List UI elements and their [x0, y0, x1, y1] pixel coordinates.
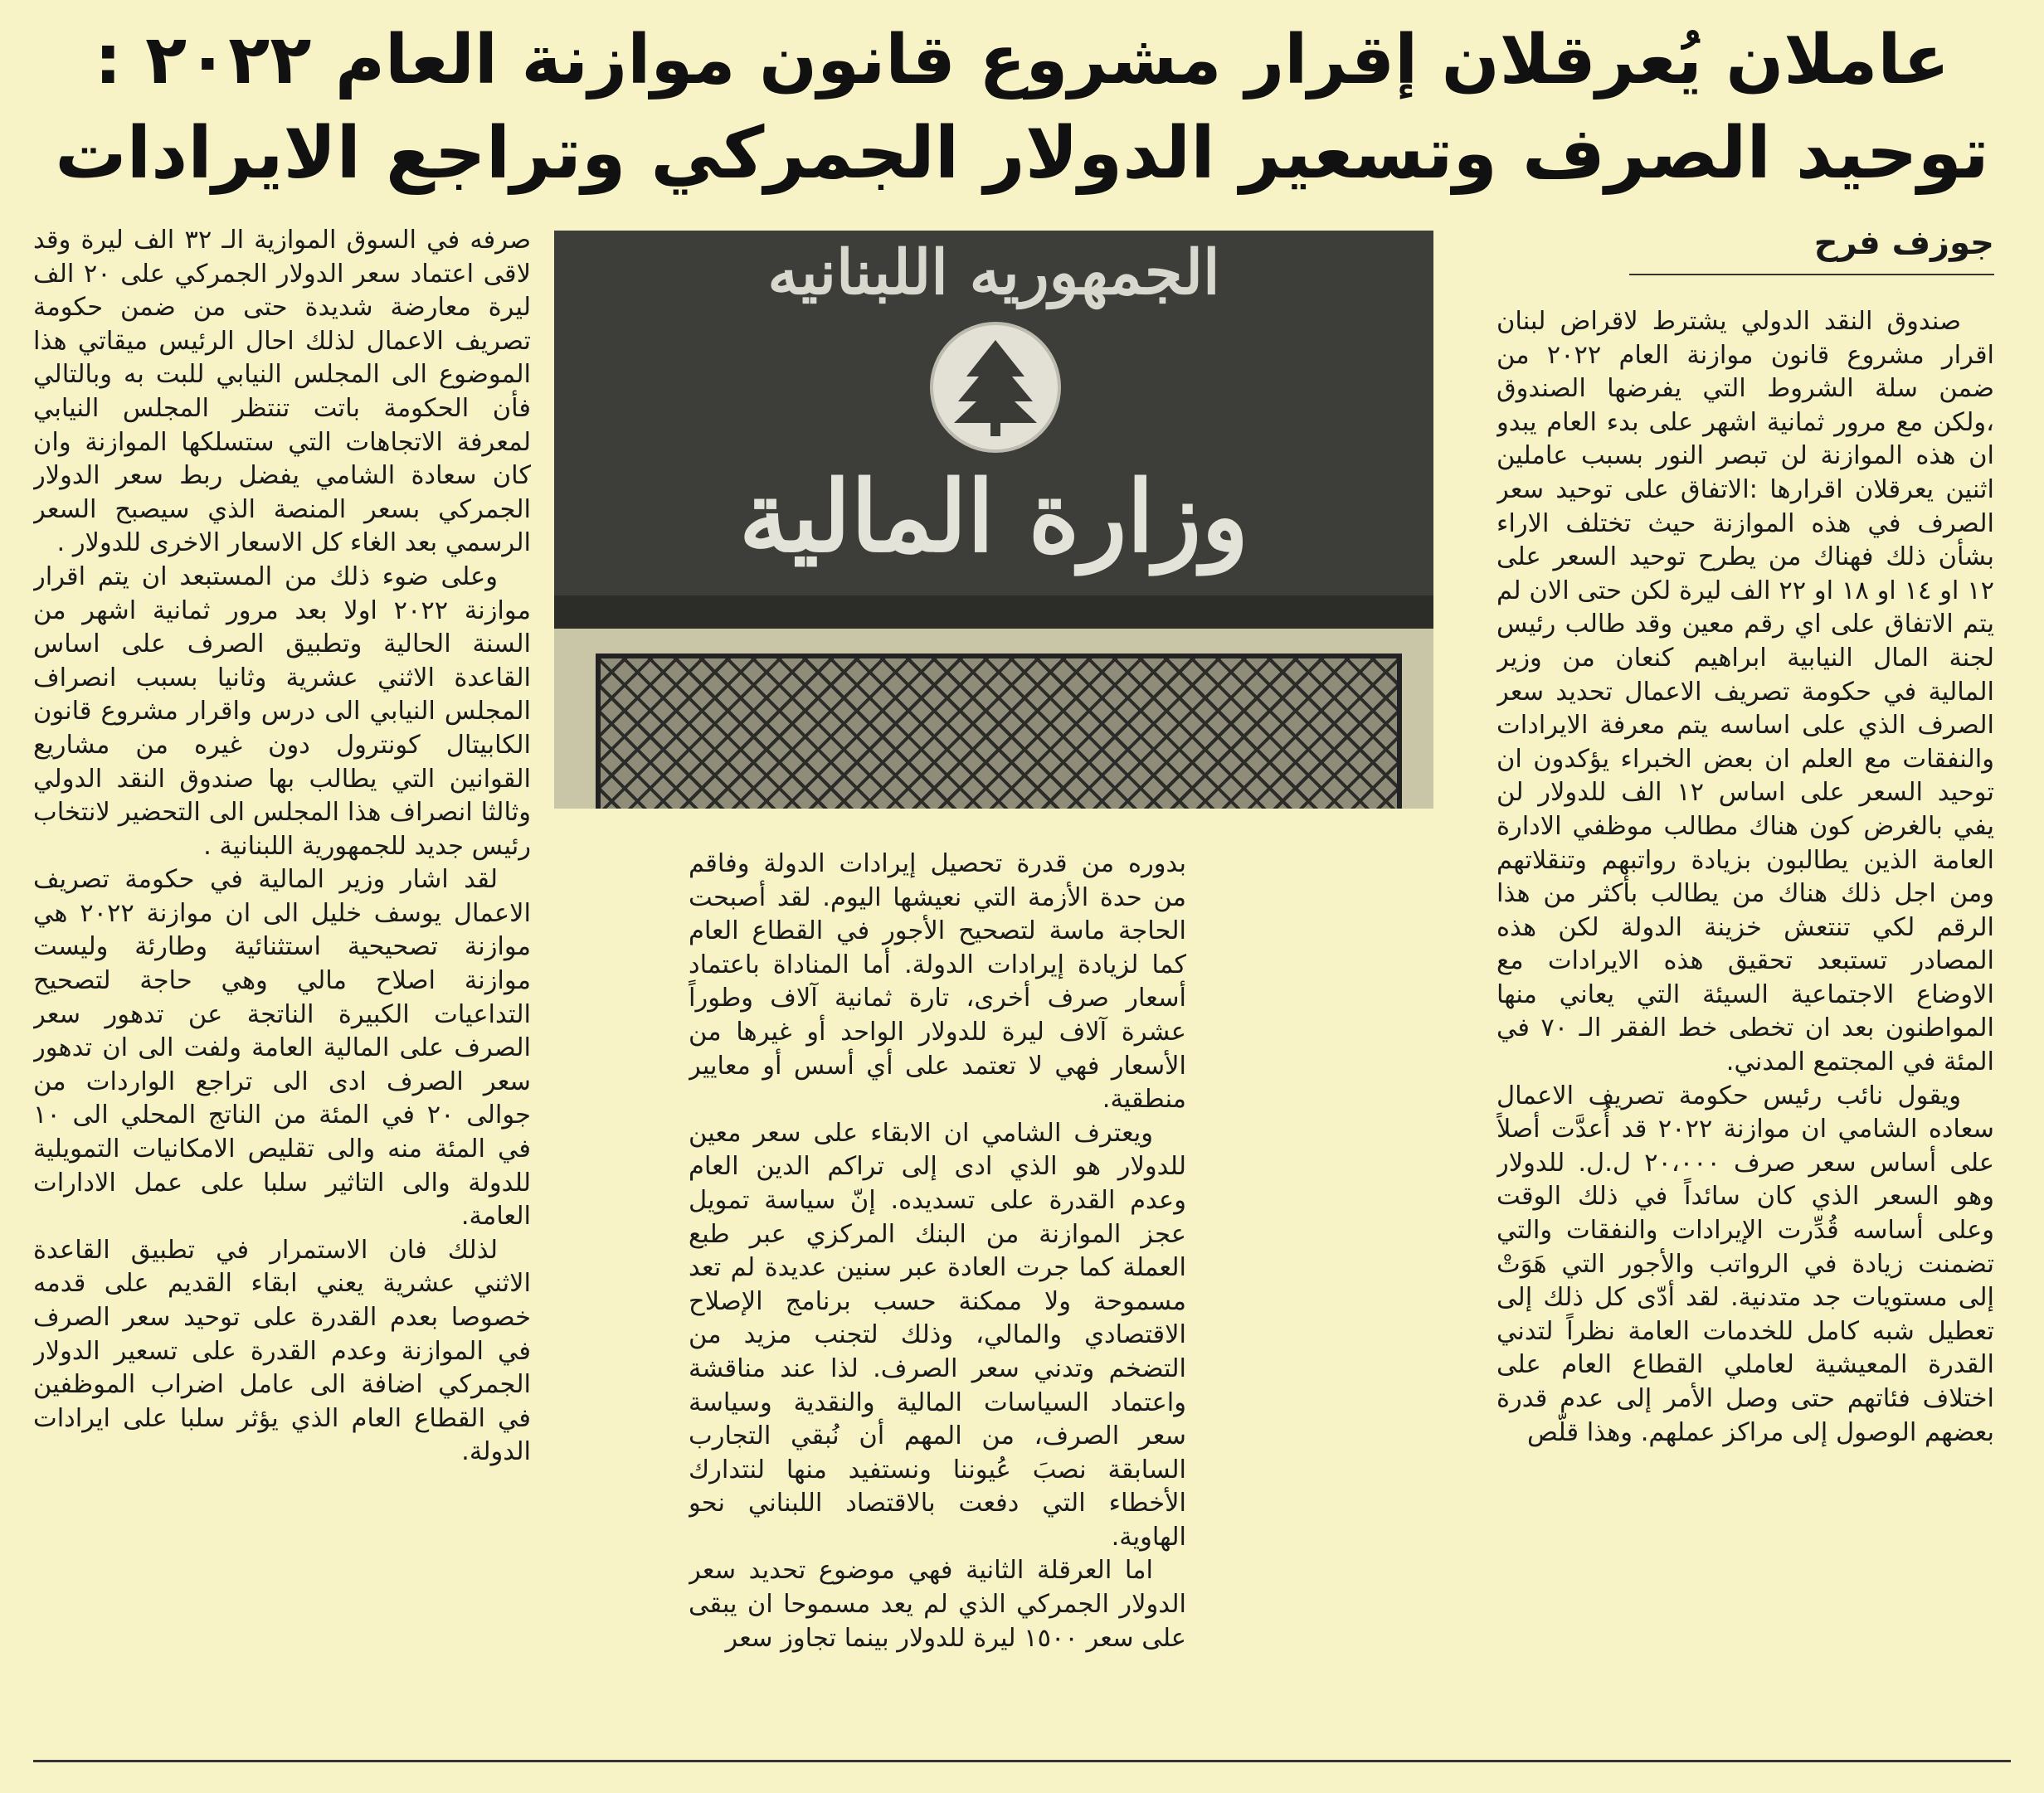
paragraph: اما العرقلة الثانية فهي موضوع تحديد سعر الدولار الجمركي الذي لم يعد مسموحا ان يبقى على سعر ١٥٠٠ ليرة للدولار بينما تجاوز سعر [689, 1556, 1186, 1653]
author-byline: جوزف فرح [1813, 224, 1994, 262]
cedar-emblem-icon [930, 322, 1061, 453]
paragraph: صندوق النقد الدولي يشترط لاقراض لبنان اقرار مشروع قانون موازنة العام ٢٠٢٢ من ضمن سلة الشروط التي يفرضها الصندوق ،ولكن مع مرور ثمانية اشهر على بدء العام يبدو ان هذه الموازنة لن تبصر النور بسبب عاملين اثنين يعرقلان اقرارها :الاتفاق على توحيد سعر الصرف في هذه الموازنة حيث تختلف الاراء بشأن ذلك فهناك من يطرح توحيد السعر على ١٢ او ١٤ او ١٨ او ٢٢ الف ليرة لكن حتى الان لم يتم الاتفاق على اي رقم معين وقد طالب رئيس لجنة المال النيابية ابراهيم كنعان من وزير المالية في حكومة تصريف الاعمال تحديد سعر الصرف الذي على اساسه يتم معرفة الايرادات والنفقات مع العلم ان بعض الخبراء يؤكدون ان توحيد السعر على اساس ١٢ الف للدولار لن يفي بالغرض كون هناك مطالب موظفي الادارة العامة الذين يطالبون بزيادة رواتبهم وتنقلاتهم ومن اجل ذلك هناك من يطالب بأكثر من هذا الرقم لكي تنتعش خزينة الدولة لكن هذه المصادر تستبعد تحقيق هذه الايرادات مع الاوضاع الاجتماعية السيئة التي يعاني منها المواطنون بعد ان تخطى خط الفقر الـ ٧٠ في المئة في المجتمع المدني. [1496, 307, 1994, 1077]
article-column-middle [689, 848, 1186, 1742]
sign-top-text: الجمهوريه اللبنانيه [767, 237, 1220, 309]
paragraph: ويعترف الشامي ان الابقاء على سعر معين للدولار هو الذي ادى إلى تراكم الدين العام وعدم القدرة على تسديده. إنّ سياسة تمويل عجز الموازنة من البنك المركزي عبر طبع العملة كما جرت العادة عبر سنين عديدة لم تعد مسموحة ولا ممكنة حسب برنامج الإصلاح الاقتصادي والمالي، وذلك لتجنب مزيد من التضخم وتدني سعر الصرف. لذا عند مناقشة واعتماد السياسات المالية والنقدية وسياسة سعر الصرف، من المهم أن نُبقي التجارب السابقة نصبَ عُيوننا ونستفيد منها لنتدارك الأخطاء التي دفعت بالاقتصاد اللبناني نحو الهاوية. [689, 1118, 1186, 1552]
sign-main-text: وزارة المالية [738, 459, 1249, 574]
article-column-left [33, 224, 531, 1742]
headline-line-1: عاملان يُعرقلان إقرار مشروع قانون موازنة العام ٢٠٢٢ : [94, 21, 1950, 100]
paragraph: وعلى ضوء ذلك من المستبعد ان يتم اقرار موازنة ٢٠٢٢ اولا بعد مرور ثمانية اشهر من السنة الحالية وتطبيق الصرف على اساس القاعدة الاثني عشرية وثانيا بسبب انصراف المجلس النيابي الى درس واقرار مشروع قانون الكابيتال كونترول دون غيره من مشاريع القوانين التي يطالب بها صندوق النقد الدولي وثالثا انصراف هذا المجلس الى التحضير لانتخاب رئيس جديد للجمهورية اللبنانية . [33, 561, 531, 861]
byline-divider [1629, 274, 1994, 275]
bottom-divider [33, 1760, 2011, 1762]
building-ledge [554, 595, 1433, 629]
article-column-right [1496, 305, 1994, 1740]
headline-line-2: توحيد الصرف وتسعير الدولار الجمركي وتراجع الايرادات [55, 112, 1989, 195]
ministry-of-finance-photo [554, 231, 1433, 809]
paragraph: لقد اشار وزير المالية في حكومة تصريف الاعمال يوسف خليل الى ان موازنة ٢٠٢٢ هي موازنة تصحيحية استثنائية وطارئة وليست موازنة اصلاح مالي وهي حاجة لتصحيح التداعيات الكبيرة الناتجة عن تدهور سعر الصرف على المالية العامة ولفت الى ان تدهور سعر الصرف ادى الى تراجع الواردات من جوالى ٢٠ في المئة من الناتج المحلي الى ١٠ في المئة منه والى تقليص الامكانيات التمويلية للدولة والى التاثير سلبا على عمل الادارات العامة. [33, 865, 531, 1232]
paragraph: صرفه في السوق الموازية الـ ٣٢ الف ليرة وقد لاقى اعتماد سعر الدولار الجمركي على ٢٠ الف ليرة معارضة شديدة حتى من ضمن حكومة تصريف الاعمال لذلك احال الرئيس ميقاتي هذا الموضوع الى المجلس النيابي للبت به وبالتالي فأن الحكومة باتت تنتظر المجلس النيابي لمعرفة الاتجاهات التي ستسلكها الموازنة وان كان سعادة الشامي يفضل ربط سعر الدولار الجمركي بسعر المنصة الذي سيصبح السعر الرسمي بعد الغاء كل الاسعار الاخرى للدولار . [33, 226, 531, 558]
paragraph: ويقول نائب رئيس حكومة تصريف الاعمال سعاده الشامي ان موازنة ٢٠٢٢ قد أُعدَّت أصلاً على أساس سعر صرف ٢٠،٠٠٠ ل.ل. للدولار وهو السعر الذي كان سائداً في ذلك الوقت وعلى أساسه قُدِّرت الإيرادات والنفقات والتي تضمنت زيادة في الرواتب والأجور التي هَوَتْ إلى مستويات جد متدنية. لقد أدّى كل ذلك إلى تعطيل شبه كامل للخدمات العامة نظراً لتدني القدرة المعيشية لعاملي القطاع العام على اختلاف فئاتهم حتى وصل الأمر إلى عدم قدرة بعضهم الوصول إلى مراكز عملهم. وهذا قلّص [1496, 1081, 1994, 1447]
paragraph: بدوره من قدرة تحصيل إيرادات الدولة وفاقم من حدة الأزمة التي نعيشها اليوم. لقد أصبحت الحاجة ماسة لتصحيح الأجور في القطاع العام كما لزيادة إيرادات الدولة. أما المناداة باعتماد أسعار صرف أخرى، تارة ثمانية آلاف وطوراً عشرة آلاف ليرة للدولار الواحد أو غيرها من الأسعار فهي لا تعتمد على أي أسس أو معايير منطقية. [689, 849, 1186, 1115]
paragraph: لذلك فان الاستمرار في تطبيق القاعدة الاثني عشرية يعني ابقاء القديم على قدمه خصوصا بعدم القدرة على توحيد سعر الصرف في الموازنة وعدم القدرة على تسعير الدولار الجمركي اضافة الى عامل اضراب الموظفين في القطاع العام الذي يؤثر سلبا على ايرادات الدولة. [33, 1235, 531, 1467]
window-grille [596, 654, 1402, 809]
